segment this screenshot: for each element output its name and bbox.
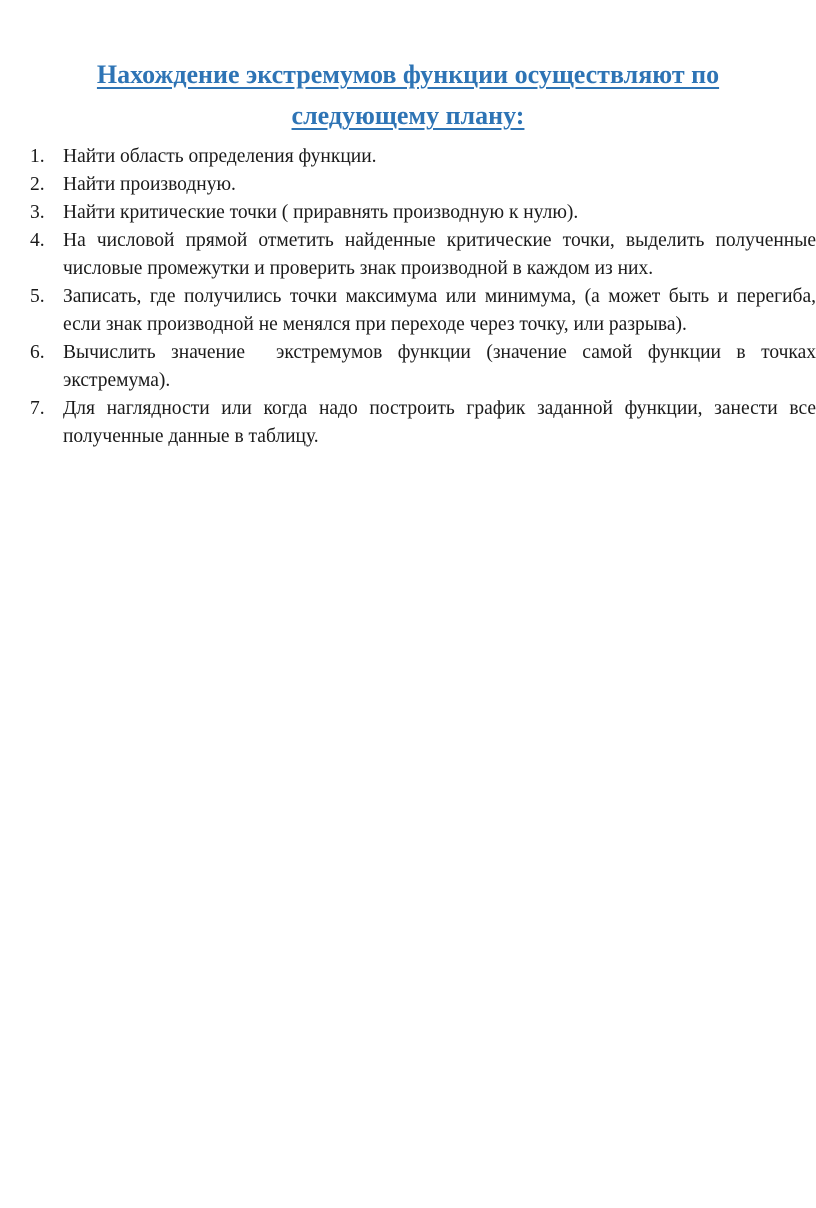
step-number: 7. <box>30 398 45 419</box>
list-item-step-4 <box>30 227 816 283</box>
step-text: Найти критические точки ( приравнять производную к нулю). <box>63 202 579 223</box>
step-number: 1. <box>30 146 45 167</box>
list-item-step-5 <box>30 283 816 339</box>
step-number: 4. <box>30 230 45 251</box>
step-number: 6. <box>30 342 45 363</box>
step-number: 3. <box>30 202 45 223</box>
step-number: 5. <box>30 286 45 307</box>
list-item-step-1 <box>30 143 816 171</box>
list-item-step-7 <box>30 395 816 451</box>
step-text: Записать, где получились точки максимума или минимума, (а может быть и перегиба, если знак производной не менялся при переходе через точку, или разрыва). <box>63 286 816 335</box>
step-text: Вычислить значение экстремумов функции (значение самой функции в точках экстремума). <box>63 342 816 391</box>
page-title: Нахождение экстремумов функции осуществляют по следующему плану: <box>96 60 720 130</box>
step-text: Для наглядности или когда надо построить график заданной функции, занести все полученные данные в таблицу. <box>63 398 816 447</box>
steps-list <box>30 143 816 451</box>
list-item-step-6 <box>30 339 816 395</box>
list-item-step-3 <box>30 199 816 227</box>
step-text: На числовой прямой отметить найденные критические точки, выделить полученные числовые промежутки и проверить знак производной в каждом из них. <box>63 230 816 279</box>
step-text: Найти производную. <box>63 174 236 195</box>
list-item-step-2 <box>30 171 816 199</box>
step-text: Найти область определения функции. <box>63 146 377 167</box>
step-number: 2. <box>30 174 45 195</box>
